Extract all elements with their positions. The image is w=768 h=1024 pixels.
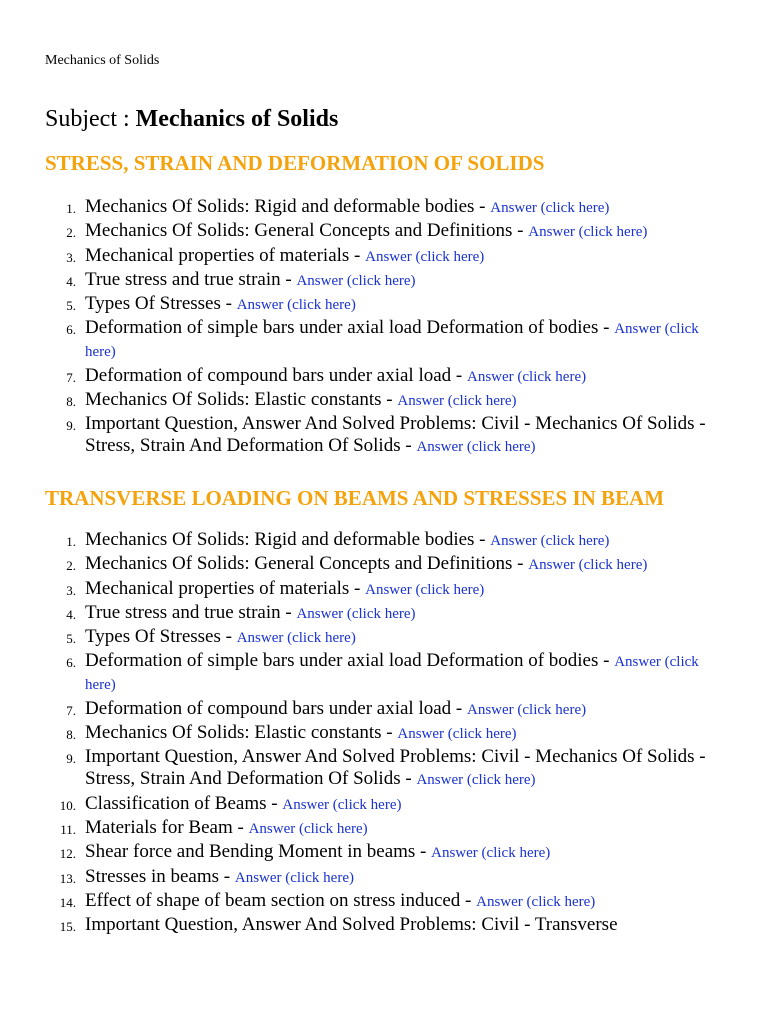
list-item-number: 13. bbox=[59, 870, 76, 886]
section-stress-strain bbox=[45, 150, 715, 460]
list-item-number: 3. bbox=[66, 582, 76, 598]
list-item bbox=[45, 698, 715, 721]
list-item-text: Important Question, Answer And Solved Problems: Civil - Mechanics Of Solids - Stress, Strain And Deformation Of Solids - bbox=[85, 746, 706, 790]
list-item-text: Deformation of compound bars under axial load - bbox=[85, 364, 467, 386]
answer-link[interactable]: Answer (click here) bbox=[365, 581, 485, 598]
answer-link[interactable]: Answer (click here) bbox=[490, 200, 610, 216]
subject-line bbox=[45, 104, 338, 134]
subject-name: Mechanics of Solids bbox=[135, 106, 339, 132]
list-item-number: 8. bbox=[66, 727, 76, 743]
list-item-number: 4. bbox=[66, 273, 76, 289]
list-item-text: Materials for Beam - bbox=[85, 816, 249, 838]
list-item-text: True stress and true strain - bbox=[85, 601, 297, 623]
list-item bbox=[45, 413, 715, 458]
list-item-text: Mechanics Of Solids: General Concepts and Definitions - bbox=[85, 553, 529, 575]
answer-link[interactable]: Answer (click here) bbox=[282, 796, 402, 813]
answer-link[interactable]: Answer (click here) bbox=[490, 533, 610, 549]
list-item bbox=[45, 365, 715, 388]
list-item-number: 3. bbox=[66, 249, 76, 265]
list-item-number: 12. bbox=[59, 846, 76, 862]
section-heading: STRESS, STRAIN AND DEFORMATION OF SOLIDS bbox=[45, 151, 545, 175]
list-item-number: 6. bbox=[66, 322, 76, 338]
list-item bbox=[45, 866, 715, 889]
list-item-text: Important Question, Answer And Solved Problems: Civil - Transverse bbox=[85, 914, 618, 936]
list-item-text: Mechanics Of Solids: Elastic constants - bbox=[85, 722, 398, 744]
list-item-number: 8. bbox=[66, 394, 76, 410]
list-item-number: 1. bbox=[66, 534, 76, 549]
answer-link[interactable]: Answer (click here) bbox=[528, 224, 648, 241]
answer-link[interactable]: Answer (click here) bbox=[236, 630, 356, 647]
list-item-text: Deformation of compound bars under axial load - bbox=[85, 697, 467, 719]
list-item-text: Shear force and Bending Moment in beams - bbox=[85, 841, 432, 863]
list-item-number: 1. bbox=[66, 201, 76, 216]
list-item-text: Deformation of simple bars under axial load Deformation of bodies - bbox=[85, 317, 615, 339]
list-item-number: 7. bbox=[66, 702, 76, 718]
list-item bbox=[45, 722, 715, 745]
answer-link[interactable]: Answer (click here) bbox=[236, 297, 356, 314]
list-item-number: 9. bbox=[66, 751, 76, 767]
list-item bbox=[45, 553, 715, 576]
list-item-text: True stress and true strain - bbox=[85, 268, 297, 290]
list-item bbox=[45, 841, 715, 864]
section-heading: TRANSVERSE LOADING ON BEAMS AND STRESSES IN BEAM bbox=[45, 486, 665, 510]
list-item bbox=[45, 914, 715, 936]
list-item-number: 15. bbox=[59, 919, 76, 935]
list-item bbox=[45, 269, 715, 292]
list-item-number: 6. bbox=[66, 655, 76, 671]
list-item-text: Deformation of simple bars under axial load Deformation of bodies - bbox=[85, 650, 615, 672]
list-item bbox=[45, 578, 715, 601]
answer-link[interactable]: Answer (click here) bbox=[397, 393, 517, 410]
list-item bbox=[45, 293, 715, 316]
list-item-text: Mechanics Of Solids: Rigid and deformable bodies - bbox=[85, 529, 491, 550]
list-item-text: Types Of Stresses - bbox=[85, 293, 237, 315]
list-item bbox=[45, 650, 715, 696]
answer-link[interactable]: Answer (click here) bbox=[296, 272, 416, 289]
answer-link[interactable]: Answer (click here) bbox=[296, 605, 416, 622]
list-item-text: Mechanics Of Solids: General Concepts and Definitions - bbox=[85, 220, 529, 242]
answer-link[interactable]: Answer (click here) bbox=[528, 557, 648, 574]
list-item bbox=[45, 389, 715, 412]
list-item-text: Mechanical properties of materials - bbox=[85, 244, 366, 266]
list-item-text: Mechanical properties of materials - bbox=[85, 577, 366, 599]
list-item-text: Effect of shape of beam section on stress induced - bbox=[85, 889, 477, 911]
section-transverse-loading bbox=[45, 485, 715, 937]
answer-link[interactable]: Answer (click here) bbox=[85, 654, 699, 694]
list-item-text: Classification of Beams - bbox=[85, 792, 283, 814]
list-item bbox=[45, 626, 715, 649]
answer-link[interactable]: Answer (click here) bbox=[467, 701, 587, 718]
list-item-number: 4. bbox=[66, 606, 76, 622]
list-item-number: 7. bbox=[66, 369, 76, 385]
list-item bbox=[45, 245, 715, 268]
list-item-number: 10. bbox=[59, 797, 76, 813]
list-item bbox=[45, 529, 715, 552]
answer-link[interactable]: Answer (click here) bbox=[467, 368, 587, 385]
answer-link[interactable]: Answer (click here) bbox=[416, 772, 536, 789]
list-item bbox=[45, 220, 715, 243]
list-item bbox=[45, 317, 715, 363]
answer-link[interactable]: Answer (click here) bbox=[234, 869, 354, 886]
list-item-number: 11. bbox=[60, 821, 76, 837]
list-item-text: Types Of Stresses - bbox=[85, 626, 237, 648]
list-item-number: 14. bbox=[59, 894, 76, 910]
list-item-number: 2. bbox=[66, 558, 76, 574]
list-item-number: 5. bbox=[66, 298, 76, 314]
list-item-text: Stresses in beams - bbox=[85, 865, 235, 887]
answer-link[interactable]: Answer (click here) bbox=[248, 820, 368, 837]
subject-prefix: Subject : bbox=[45, 106, 136, 132]
list-item-text: Mechanics Of Solids: Elastic constants - bbox=[85, 389, 398, 411]
list-item-text: Mechanics Of Solids: Rigid and deformable bodies - bbox=[85, 196, 491, 217]
answer-link[interactable]: Answer (click here) bbox=[85, 321, 699, 361]
answer-link[interactable]: Answer (click here) bbox=[431, 845, 551, 862]
list-item-text: Important Question, Answer And Solved Problems: Civil - Mechanics Of Solids - Stress, Strain And Deformation Of Solids - bbox=[85, 413, 706, 457]
answer-link[interactable]: Answer (click here) bbox=[476, 893, 596, 910]
list-item bbox=[45, 890, 715, 913]
answer-link[interactable]: Answer (click here) bbox=[416, 439, 536, 456]
list-item bbox=[45, 196, 715, 219]
list-item bbox=[45, 746, 715, 791]
list-item-number: 5. bbox=[66, 631, 76, 647]
list-item-number: 2. bbox=[66, 225, 76, 241]
running-header: Mechanics of Solids bbox=[45, 53, 160, 68]
answer-link[interactable]: Answer (click here) bbox=[397, 726, 517, 743]
list-item-number: 9. bbox=[66, 418, 76, 434]
answer-link[interactable]: Answer (click here) bbox=[365, 248, 485, 265]
topic-list bbox=[45, 529, 715, 936]
list-item bbox=[45, 793, 715, 816]
list-item bbox=[45, 817, 715, 840]
topic-list bbox=[45, 196, 715, 458]
list-item bbox=[45, 602, 715, 625]
